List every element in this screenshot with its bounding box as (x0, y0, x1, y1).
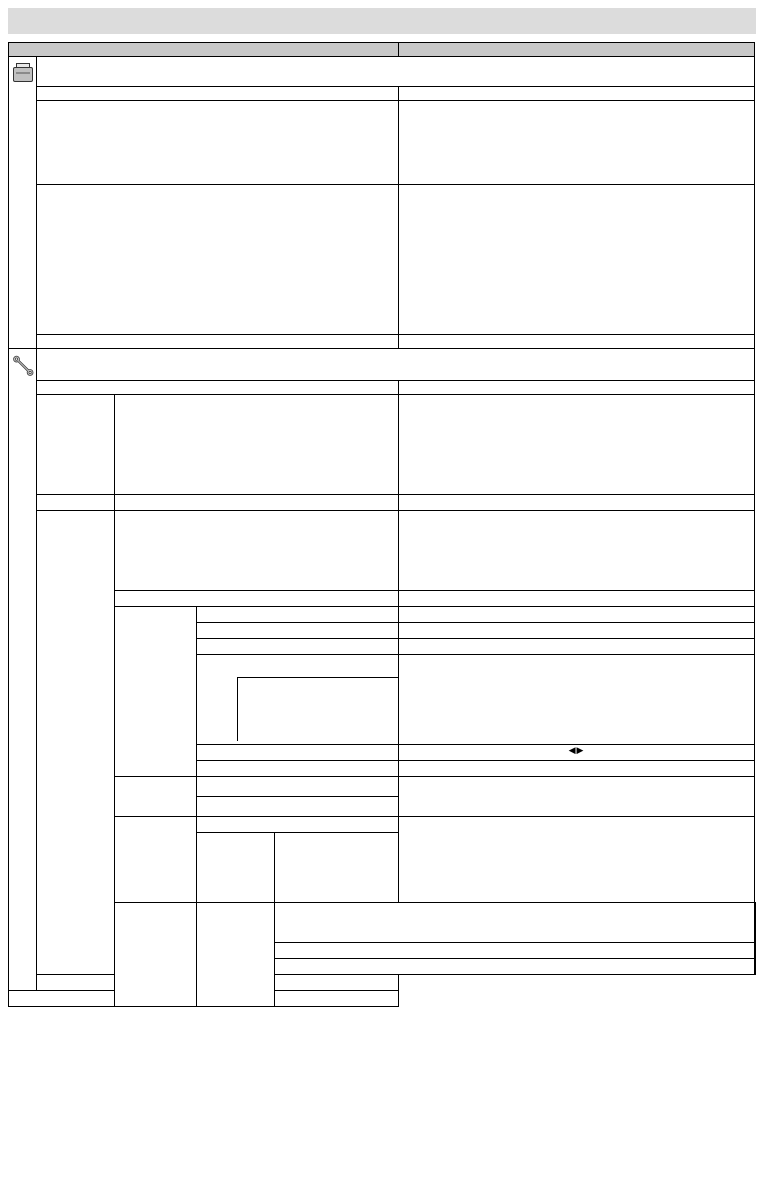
wrench-icon-glyph (12, 353, 36, 377)
subgroup-3-indent (115, 817, 197, 903)
maintenance-section-title (37, 349, 755, 381)
subgroup-0-row-0-label (115, 511, 399, 591)
last-row-0-label (275, 903, 755, 943)
subgroup-1-row-3-value (399, 655, 755, 745)
printer-row-0-label (37, 87, 399, 101)
maint-row-1-label (115, 395, 399, 495)
subgroup-1-row-2-label (197, 639, 399, 655)
maint-row-1-value (399, 395, 755, 495)
maint-indent-a (37, 395, 115, 495)
page-header-banner (8, 8, 756, 34)
subgroup-0-row-0-value (399, 511, 755, 591)
printer-row-1-label (37, 101, 399, 185)
header-right (399, 43, 755, 57)
subgroup-1-row-5-label (197, 761, 399, 777)
subgroup-1-row-4-value (399, 745, 755, 761)
left-right-arrow-icon: ◀▶ (568, 745, 585, 755)
last-row-1-label (275, 943, 755, 959)
nested-box (197, 655, 398, 741)
last-row-2-label (275, 959, 755, 975)
maint-row-2-label (37, 495, 115, 511)
last-row-3-label (37, 975, 197, 991)
subgroup-0-row-1-value (399, 591, 755, 607)
printer-row-2-value (399, 185, 755, 335)
subgroup-2-row-0-label (197, 777, 399, 797)
printer-icon (9, 57, 37, 91)
table-header-row (9, 43, 756, 57)
maint-row-2-sub (115, 495, 399, 511)
subgroup-1-row-3-label (197, 655, 399, 745)
printer-section (9, 57, 756, 87)
last-row-3-value (275, 975, 399, 991)
subgroup-1-row-0-label (197, 607, 399, 623)
printer-section-title (37, 57, 755, 87)
subgroup-1-indent (115, 607, 197, 777)
maint-row-0-value (399, 381, 755, 395)
subgroup-1-row-1-value (399, 623, 755, 639)
last-group-indent-inner (197, 903, 275, 1007)
maint-row-0-label (37, 381, 399, 395)
subgroup-3-pad (197, 833, 275, 903)
last-row-1-value (755, 943, 756, 959)
subgroup-3-row-0-label (197, 817, 399, 833)
maint-indent-b (37, 511, 115, 975)
printer-row-0-value (399, 87, 755, 101)
wrench-icon (9, 349, 37, 383)
wrench-icon-cell (9, 349, 37, 991)
maintenance-section (9, 349, 756, 381)
subgroup-2-value (399, 777, 755, 817)
nested-box-indent (197, 677, 237, 741)
printer-row-3-value (399, 335, 755, 349)
subgroup-1-row-0-value (399, 607, 755, 623)
printer-row-2-label (37, 185, 399, 335)
subgroup-1-row-2-value (399, 639, 755, 655)
subgroup-0-row-1-label (115, 591, 399, 607)
maint-row-2-value (399, 495, 755, 511)
printer-row-1-value (399, 101, 755, 185)
last-row-4-value (275, 991, 399, 1007)
nested-box-content (237, 677, 398, 741)
subgroup-1-row-4-label (197, 745, 399, 761)
subgroup-3-value (399, 817, 755, 903)
subgroup-1-row-5-value (399, 761, 755, 777)
subgroup-2-row-1-label (197, 797, 399, 817)
last-group-indent-outer (115, 903, 197, 1007)
header-left (9, 43, 399, 57)
last-row-4-label (9, 991, 115, 1007)
subgroup-3-row-1-label (275, 833, 399, 903)
subgroup-1-row-1-label (197, 623, 399, 639)
settings-table (8, 42, 756, 1007)
subgroup-2-indent (115, 777, 197, 817)
printer-row-3-label (37, 335, 399, 349)
last-row-0-value (755, 903, 756, 943)
last-row-2-value (755, 959, 756, 975)
printer-icon-cell (9, 57, 37, 349)
